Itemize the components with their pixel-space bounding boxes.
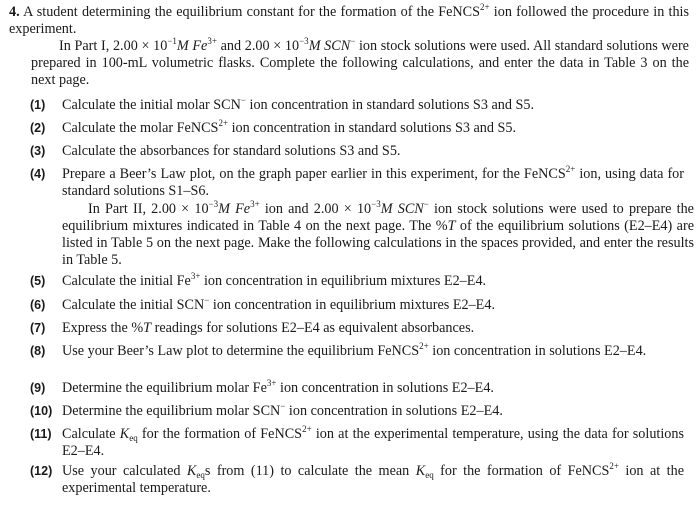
intro-text: A student determining the equilibrium constant for the formation of the FeNCS — [23, 4, 480, 20]
question-number: 4. — [9, 4, 20, 20]
question-intro: 4. A student determining the equilibrium constant for the formation of the FeNCS$^{2+}$ ion followed the procedure in this experiment. In Part I, $2.00 \times 10^{-1}M$ $Fe^{3+}$ and $2.00 \times 10^{-3}M$ SCN− ion stock solutions were used. All standard solutions were prepared in 100-mL volumetric flasks. Complete the following calculations, and enter the data in Table 3 on the next page. — [9, 2, 689, 88]
part1-paragraph: In Part I, $2.00 \times 10^{-1}M$ $Fe^{3+}$ and $2.00 \times 10^{-3}M$ SCN− ion stock solutions were used. All standard solutions were prepared in 100-mL volumetric flasks. Complete the following calculations, and enter the data in Table 3 on the next page. — [31, 36, 689, 88]
part2-paragraph: In Part II, $2.00 \times 10^{-3}M$ $Fe^{3+}$ ion and $2.00 \times 10^{-3}M$ SCN− ion stock solutions were used to prepare the equilibrium mixtures indicated in Table 4 on the next page. The %T of the equilibrium solutions (E2–E4) are listed in Table 5 on the next page. Make the following calculations in the spaces provided, and enter the results in Table 5. — [62, 199, 694, 268]
document-page: 4. A student determining the equilibrium constant for the formation of the FeNCS$^{2+}$ ion followed the procedure in this experiment. In Part I, $2.00 \times 10^{-1}M$ $Fe^{3+}$ and $2.00 \times 10^{-3}M$ SCN− ion stock solutions were used. All standard solutions were prepared in 100-mL volumetric flasks. Complete the following calculations, and enter the data in Table 3 on the next page. (1) Calculate the initial molar SCN− ion concentration in standard solutions S3 and S5. (2) Calculate the molar FeNCS$^{2+}$ ion concentration in standard solutions S3 and S5. (3) Calculate the absorbances for standard solutions S3 and S5. (4) Prepare a Beer’s Law plot, on the graph paper earlier in this experiment, for the FeNCS$^{2+}$ ion, using data for standard solutions S1–S6. In Part II, $2.00 \times 10^{-3}M$ $Fe^{3+}$ ion and $2.00 \times 10^{-3}M$ SCN− ion stock solutions were used to prepare the equilibrium mixtures indicated in Table 4 on the next page. The %T of the equilibrium solutions (E2–E4) are listed in Table 5 on the next page. Make the following calculations in the spaces provided, and enter the results in Table 5. (5) Calculate the initial $Fe^{3+}$ ion concentration in equilibrium mixtures E2–E4. (6) Calculate the initial SCN− ion concentration in equilibrium mixtures E2–E4. (7) Express the %T readings for solutions E2–E4 as equivalent absorbances. (8) Use your Beer’s Law plot to determine the equilibrium FeNCS$^{2+}$ ion concentration in solutions E2–E4. (9) Determine the equilibrium molar $Fe^{3+}$ ion concentration in solutions E2–E4. (10) Determine the equilibrium molar SCN− ion concentration in solutions E2–E4. (11) Calculate $K_{eq}$ for the formation of FeNCS$^{2+}$ ion at the experimental temperature, using the data for solutions E2–E4. (12) Use your calculated $K_{eq}s$ from (11) to calculate the mean $K_{eq}$ for the formation of FeNCS$^{2+}$ ion at the experimental temperature. — [9, 2, 694, 496]
